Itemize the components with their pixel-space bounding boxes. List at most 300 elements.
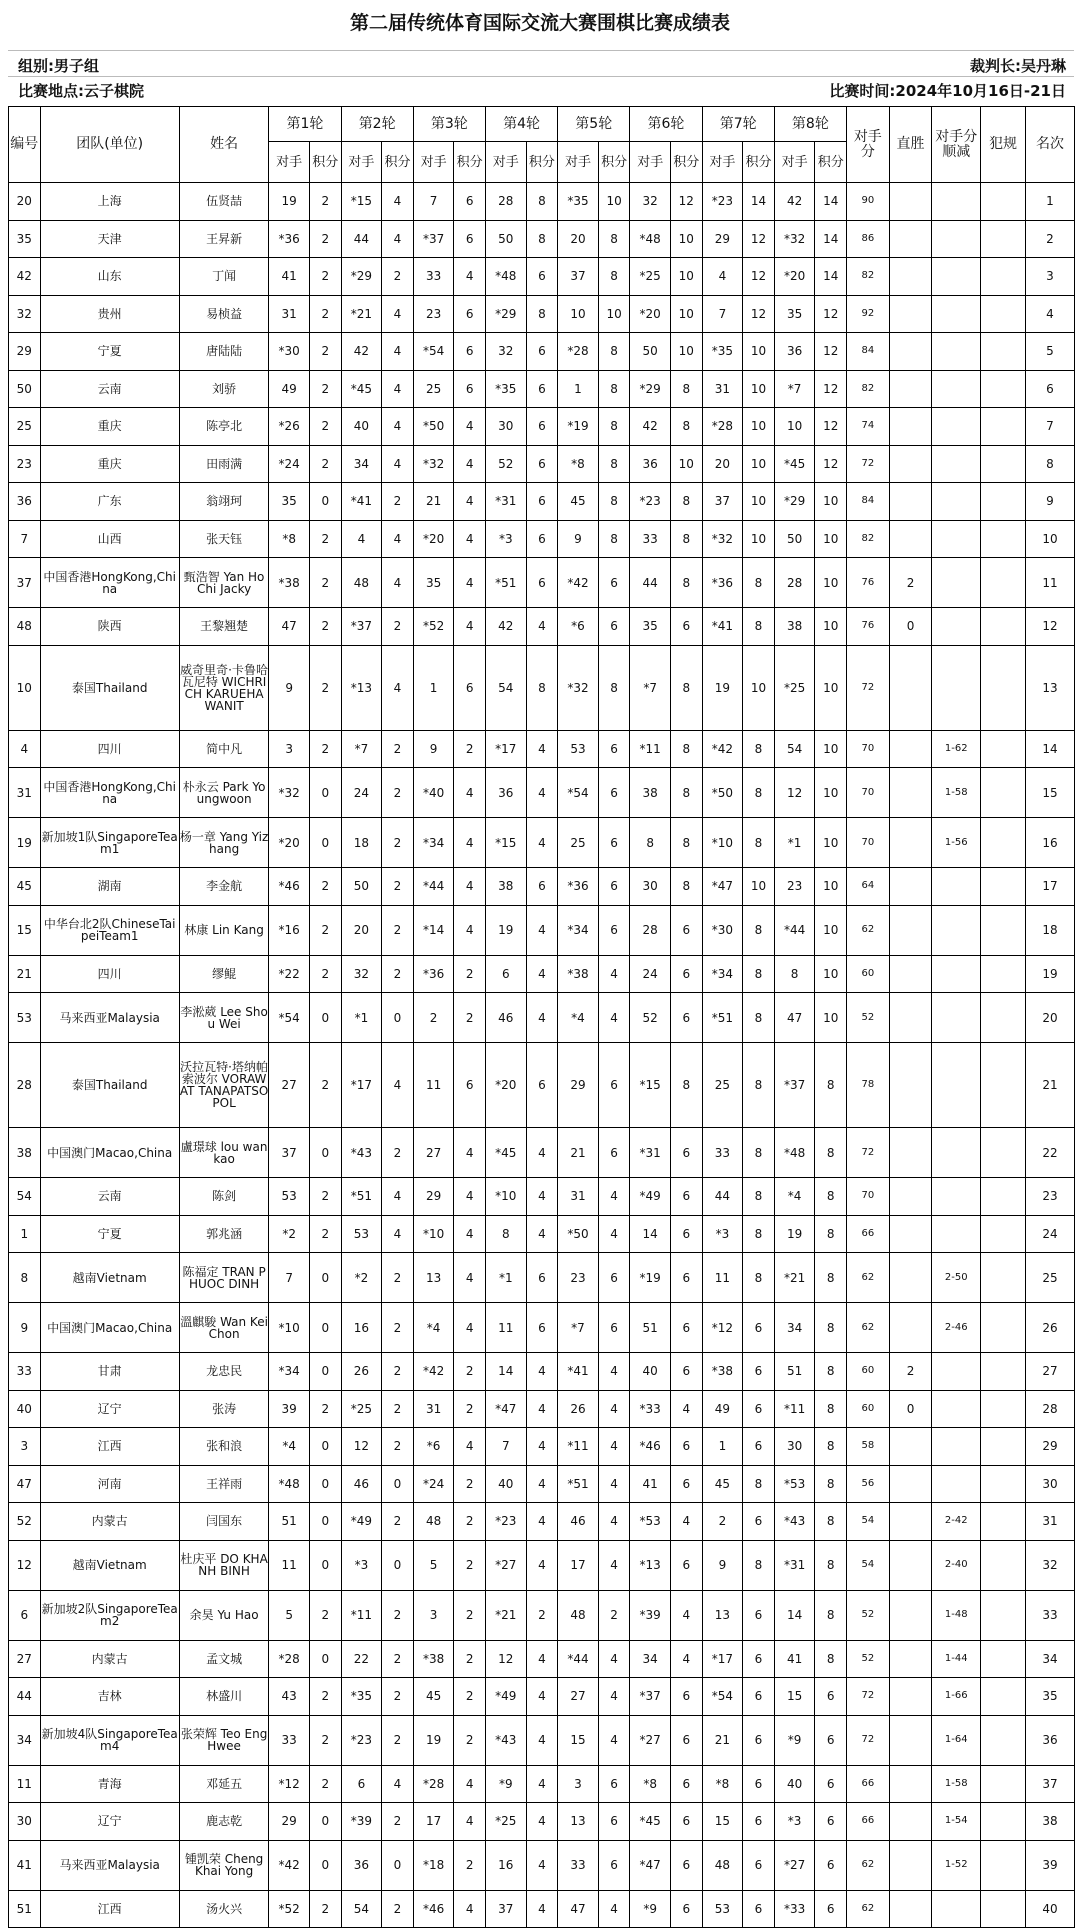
cell-points: 4: [382, 445, 414, 483]
cell-rank: 31: [1025, 1503, 1074, 1541]
cell-points: 8: [743, 955, 775, 993]
table-row: [9, 295, 1075, 333]
cell-points: 2: [454, 955, 486, 993]
cell-points: 10: [743, 868, 775, 906]
cell-opponent: *49: [485, 1678, 526, 1716]
cell-rank: 25: [1025, 1253, 1074, 1303]
cell-points: 8: [815, 1465, 847, 1503]
cell-opponent: *38: [269, 558, 310, 608]
cell-direct: [889, 905, 932, 955]
cell-opp-sub: 2-42: [932, 1503, 981, 1541]
cell-points: 6: [743, 1590, 775, 1640]
cell-points: 4: [526, 1803, 558, 1841]
cell-points: 0: [310, 483, 342, 521]
cell-points: 2: [382, 1640, 414, 1678]
cell-points: 14: [815, 183, 847, 221]
cell-opponent: 21: [413, 483, 454, 521]
cell-opponent: *1: [774, 818, 815, 868]
cell-opponent: *34: [702, 955, 743, 993]
cell-foul: [981, 1678, 1026, 1716]
cell-opp-sub: 2-50: [932, 1253, 981, 1303]
cell-opponent: *20: [630, 295, 671, 333]
cell-points: 10: [743, 645, 775, 730]
cell-team: 重庆: [40, 445, 179, 483]
cell-opponent: *15: [630, 1043, 671, 1128]
cell-opponent: *37: [630, 1678, 671, 1716]
cell-points: 6: [743, 1303, 775, 1353]
cell-foul: [981, 1128, 1026, 1178]
cell-points: 0: [310, 1503, 342, 1541]
cell-points: 2: [310, 645, 342, 730]
cell-points: 6: [526, 1253, 558, 1303]
cell-opponent: *3: [774, 1803, 815, 1841]
cell-opponent: 8: [774, 955, 815, 993]
cell-opponent: 6: [341, 1765, 382, 1803]
cell-opp-score: 70: [846, 818, 889, 868]
cell-opponent: 52: [485, 445, 526, 483]
cell-points: 2: [310, 333, 342, 371]
cell-points: 12: [815, 370, 847, 408]
cell-points: 4: [526, 993, 558, 1043]
cell-opponent: 39: [269, 1390, 310, 1428]
cell-name: 缪鲲: [179, 955, 269, 993]
cell-points: 6: [526, 1043, 558, 1128]
table-row: [9, 1890, 1075, 1928]
cell-foul: [981, 868, 1026, 906]
cell-team: 越南Vietnam: [40, 1540, 179, 1590]
col-header-round: 第2轮: [341, 107, 413, 142]
table-row: [9, 370, 1075, 408]
cell-points: 6: [743, 1428, 775, 1466]
cell-points: 4: [382, 333, 414, 371]
cell-points: 2: [310, 1590, 342, 1640]
cell-points: 6: [526, 370, 558, 408]
cell-points: 2: [310, 370, 342, 408]
cell-opponent: *34: [269, 1353, 310, 1391]
cell-points: 10: [671, 295, 703, 333]
cell-opponent: 9: [558, 520, 599, 558]
cell-points: 4: [671, 1390, 703, 1428]
cell-opp-sub: [932, 370, 981, 408]
cell-team: 泰国Thailand: [40, 1043, 179, 1128]
cell-opponent: 34: [341, 445, 382, 483]
cell-points: 4: [382, 220, 414, 258]
cell-opponent: *51: [558, 1465, 599, 1503]
table-row: [9, 868, 1075, 906]
cell-points: 6: [671, 955, 703, 993]
cell-opponent: *17: [341, 1043, 382, 1128]
cell-points: 6: [526, 258, 558, 296]
cell-number: 34: [9, 1715, 41, 1765]
results-table: [8, 106, 1075, 1928]
table-row: [9, 608, 1075, 646]
cell-rank: 39: [1025, 1840, 1074, 1890]
table-row: [9, 1215, 1075, 1253]
cell-rank: 5: [1025, 333, 1074, 371]
cell-direct: [889, 1428, 932, 1466]
cell-points: 6: [454, 1043, 486, 1128]
cell-opp-sub: [932, 1043, 981, 1128]
cell-opponent: 10: [558, 295, 599, 333]
cell-opponent: 40: [630, 1353, 671, 1391]
cell-opponent: *49: [630, 1178, 671, 1216]
cell-opp-score: 52: [846, 1640, 889, 1678]
cell-points: 6: [671, 1465, 703, 1503]
cell-opponent: 32: [630, 183, 671, 221]
cell-opponent: 43: [269, 1678, 310, 1716]
cell-number: 12: [9, 1540, 41, 1590]
cell-points: 6: [526, 333, 558, 371]
cell-opponent: 24: [630, 955, 671, 993]
cell-opponent: 7: [269, 1253, 310, 1303]
cell-opponent: 50: [774, 520, 815, 558]
col-header-points: 积分: [526, 142, 558, 183]
cell-name: 张和浪: [179, 1428, 269, 1466]
cell-points: 8: [815, 1043, 847, 1128]
col-header-opponent: 对手: [413, 142, 454, 183]
cell-foul: [981, 520, 1026, 558]
cell-points: 6: [598, 1840, 630, 1890]
cell-opponent: 13: [413, 1253, 454, 1303]
cell-team: 中国澳门Macao,China: [40, 1128, 179, 1178]
table-row: [9, 955, 1075, 993]
cell-number: 36: [9, 483, 41, 521]
cell-number: 11: [9, 1765, 41, 1803]
cell-direct: 2: [889, 558, 932, 608]
table-row: [9, 183, 1075, 221]
cell-opp-sub: 2-40: [932, 1540, 981, 1590]
cell-points: 6: [671, 1353, 703, 1391]
cell-opponent: 11: [269, 1540, 310, 1590]
cell-opp-sub: 1-58: [932, 1765, 981, 1803]
cell-opponent: *7: [774, 370, 815, 408]
cell-foul: [981, 1043, 1026, 1128]
cell-opp-score: 70: [846, 730, 889, 768]
cell-opponent: *46: [630, 1428, 671, 1466]
cell-opponent: *26: [269, 408, 310, 446]
cell-points: 6: [598, 1128, 630, 1178]
cell-opp-sub: [932, 1465, 981, 1503]
cell-opponent: *19: [558, 408, 599, 446]
cell-points: 4: [454, 1303, 486, 1353]
cell-opponent: *50: [702, 768, 743, 818]
cell-number: 42: [9, 258, 41, 296]
cell-number: 38: [9, 1128, 41, 1178]
cell-opponent: 51: [630, 1303, 671, 1353]
cell-foul: [981, 483, 1026, 521]
cell-points: 4: [454, 558, 486, 608]
cell-name: 王昇新: [179, 220, 269, 258]
cell-points: 10: [743, 370, 775, 408]
cell-opp-sub: [932, 608, 981, 646]
cell-foul: [981, 333, 1026, 371]
cell-direct: [889, 730, 932, 768]
cell-opponent: 44: [630, 558, 671, 608]
col-header-round: 第5轮: [558, 107, 630, 142]
cell-rank: 23: [1025, 1178, 1074, 1216]
cell-points: 6: [815, 1803, 847, 1841]
cell-points: 2: [382, 258, 414, 296]
cell-points: 2: [382, 1353, 414, 1391]
cell-number: 10: [9, 645, 41, 730]
cell-opponent: 53: [558, 730, 599, 768]
cell-number: 35: [9, 220, 41, 258]
cell-opp-sub: 1-66: [932, 1678, 981, 1716]
col-header-opponent: 对手: [774, 142, 815, 183]
cell-opponent: *41: [341, 483, 382, 521]
cell-foul: [981, 955, 1026, 993]
cell-opp-sub: 1-56: [932, 818, 981, 868]
cell-points: 2: [382, 868, 414, 906]
cell-opponent: *6: [413, 1428, 454, 1466]
cell-opponent: *29: [341, 258, 382, 296]
cell-opponent: *44: [774, 905, 815, 955]
cell-points: 2: [310, 955, 342, 993]
cell-direct: [889, 333, 932, 371]
cell-number: 53: [9, 993, 41, 1043]
col-header-points: 积分: [815, 142, 847, 183]
cell-opponent: 20: [702, 445, 743, 483]
cell-opponent: 45: [413, 1678, 454, 1716]
cell-points: 2: [382, 1803, 414, 1841]
venue-label: 比赛地点:云子棋院: [18, 82, 144, 100]
cell-opponent: *39: [630, 1590, 671, 1640]
cell-foul: [981, 1253, 1026, 1303]
cell-opponent: 2: [702, 1503, 743, 1541]
cell-rank: 24: [1025, 1215, 1074, 1253]
cell-opponent: 32: [341, 955, 382, 993]
cell-points: 6: [743, 1803, 775, 1841]
col-header-points: 积分: [382, 142, 414, 183]
cell-points: 6: [598, 1253, 630, 1303]
cell-opponent: 25: [558, 818, 599, 868]
cell-points: 8: [598, 483, 630, 521]
cell-opponent: 30: [485, 408, 526, 446]
cell-points: 4: [454, 905, 486, 955]
cell-direct: [889, 1890, 932, 1928]
cell-opponent: *3: [485, 520, 526, 558]
cell-opponent: 9: [269, 645, 310, 730]
cell-direct: [889, 1303, 932, 1353]
cell-opponent: 37: [702, 483, 743, 521]
table-row: [9, 1303, 1075, 1353]
cell-opponent: 33: [630, 520, 671, 558]
cell-opponent: *40: [413, 768, 454, 818]
cell-opponent: 30: [630, 868, 671, 906]
cell-points: 8: [743, 905, 775, 955]
col-header-no: 编号: [9, 107, 41, 183]
cell-opponent: *45: [774, 445, 815, 483]
cell-name: 林康 Lin Kang: [179, 905, 269, 955]
cell-opponent: *45: [630, 1803, 671, 1841]
cell-opponent: *33: [630, 1390, 671, 1428]
cell-team: 云南: [40, 370, 179, 408]
cell-name: 汤火兴: [179, 1890, 269, 1928]
cell-foul: [981, 1465, 1026, 1503]
cell-team: 越南Vietnam: [40, 1253, 179, 1303]
referee-label: 裁判长:吴丹琳: [970, 57, 1066, 75]
cell-opp-sub: [932, 645, 981, 730]
cell-opponent: 46: [341, 1465, 382, 1503]
cell-opponent: 37: [558, 258, 599, 296]
cell-opponent: 48: [702, 1840, 743, 1890]
cell-opponent: 6: [485, 955, 526, 993]
cell-rank: 32: [1025, 1540, 1074, 1590]
table-row: [9, 1253, 1075, 1303]
cell-rank: 1: [1025, 183, 1074, 221]
cell-points: 8: [598, 408, 630, 446]
cell-team: 辽宁: [40, 1390, 179, 1428]
cell-opp-score: 78: [846, 1043, 889, 1128]
table-row: [9, 1715, 1075, 1765]
cell-foul: [981, 645, 1026, 730]
table-row: [9, 483, 1075, 521]
cell-opponent: 51: [269, 1503, 310, 1541]
cell-opponent: *25: [485, 1803, 526, 1841]
cell-opponent: *45: [341, 370, 382, 408]
cell-opponent: *35: [702, 333, 743, 371]
cell-opponent: *23: [630, 483, 671, 521]
cell-points: 4: [382, 1765, 414, 1803]
cell-opponent: 41: [269, 258, 310, 296]
cell-opponent: 17: [558, 1540, 599, 1590]
cell-team: 河南: [40, 1465, 179, 1503]
cell-points: 0: [310, 1640, 342, 1678]
cell-direct: [889, 993, 932, 1043]
cell-points: 4: [454, 520, 486, 558]
cell-points: 6: [671, 1253, 703, 1303]
cell-opp-sub: [932, 183, 981, 221]
cell-opponent: 40: [341, 408, 382, 446]
cell-opp-sub: [932, 1890, 981, 1928]
cell-number: 3: [9, 1428, 41, 1466]
cell-opponent: *50: [413, 408, 454, 446]
cell-team: 广东: [40, 483, 179, 521]
cell-points: 2: [382, 768, 414, 818]
cell-opp-sub: 1-48: [932, 1590, 981, 1640]
cell-points: 8: [671, 868, 703, 906]
cell-points: 4: [598, 1178, 630, 1216]
cell-points: 8: [743, 1253, 775, 1303]
cell-points: 6: [671, 1765, 703, 1803]
cell-opponent: *9: [630, 1890, 671, 1928]
cell-team: 山西: [40, 520, 179, 558]
cell-points: 4: [382, 183, 414, 221]
cell-points: 2: [310, 1390, 342, 1428]
cell-points: 8: [598, 333, 630, 371]
cell-points: 8: [743, 1215, 775, 1253]
cell-opponent: *1: [485, 1253, 526, 1303]
cell-opponent: 13: [702, 1590, 743, 1640]
cell-points: 6: [671, 1303, 703, 1353]
cell-points: 12: [743, 220, 775, 258]
col-header-opponent: 对手: [702, 142, 743, 183]
cell-foul: [981, 1215, 1026, 1253]
cell-points: 4: [454, 1890, 486, 1928]
cell-opponent: 35: [269, 483, 310, 521]
cell-opponent: 44: [341, 220, 382, 258]
cell-opponent: *52: [413, 608, 454, 646]
cell-opp-sub: [932, 955, 981, 993]
cell-opponent: 25: [413, 370, 454, 408]
table-row: [9, 1765, 1075, 1803]
cell-opponent: *22: [269, 955, 310, 993]
cell-opp-score: 58: [846, 1428, 889, 1466]
cell-points: 4: [454, 1253, 486, 1303]
cell-opponent: *25: [630, 258, 671, 296]
cell-opp-score: 60: [846, 955, 889, 993]
cell-opp-score: 62: [846, 1303, 889, 1353]
cell-points: 4: [598, 1215, 630, 1253]
cell-points: 4: [454, 868, 486, 906]
cell-opponent: 28: [630, 905, 671, 955]
cell-number: 54: [9, 1178, 41, 1216]
cell-opp-score: 84: [846, 483, 889, 521]
cell-points: 6: [671, 1890, 703, 1928]
cell-opponent: *15: [485, 818, 526, 868]
cell-team: 山东: [40, 258, 179, 296]
cell-number: 9: [9, 1303, 41, 1353]
cell-points: 10: [671, 333, 703, 371]
cell-name: 溫麒駿 Wan Kei Chon: [179, 1303, 269, 1353]
cell-foul: [981, 445, 1026, 483]
cell-points: 2: [454, 1390, 486, 1428]
cell-points: 8: [671, 818, 703, 868]
cell-opponent: 29: [702, 220, 743, 258]
table-row: [9, 1640, 1075, 1678]
cell-points: 4: [454, 1803, 486, 1841]
cell-direct: [889, 955, 932, 993]
cell-opponent: *46: [413, 1890, 454, 1928]
cell-points: 8: [815, 1353, 847, 1391]
cell-opponent: *23: [702, 183, 743, 221]
cell-name: 林盛川: [179, 1678, 269, 1716]
cell-direct: [889, 868, 932, 906]
cell-opponent: 29: [558, 1043, 599, 1128]
cell-points: 4: [382, 1043, 414, 1128]
cell-points: 2: [310, 1043, 342, 1128]
cell-opp-sub: [932, 258, 981, 296]
cell-opp-sub: [932, 483, 981, 521]
cell-opp-sub: [932, 1353, 981, 1391]
cell-points: 2: [310, 1215, 342, 1253]
cell-points: 6: [598, 1765, 630, 1803]
col-header-name: 姓名: [179, 107, 269, 183]
cell-points: 0: [310, 1465, 342, 1503]
cell-opponent: 7: [413, 183, 454, 221]
cell-opponent: 45: [558, 483, 599, 521]
cell-opponent: *52: [269, 1890, 310, 1928]
cell-points: 4: [382, 295, 414, 333]
table-row: [9, 1353, 1075, 1391]
cell-points: 6: [671, 993, 703, 1043]
cell-points: 8: [743, 1178, 775, 1216]
cell-points: 4: [454, 818, 486, 868]
cell-opponent: 5: [269, 1590, 310, 1640]
cell-points: 2: [382, 1253, 414, 1303]
cell-points: 4: [526, 1128, 558, 1178]
cell-points: 8: [815, 1178, 847, 1216]
cell-opponent: *32: [558, 645, 599, 730]
cell-name: 唐陆陆: [179, 333, 269, 371]
cell-foul: [981, 1890, 1026, 1928]
cell-direct: [889, 1590, 932, 1640]
cell-opponent: *37: [341, 608, 382, 646]
cell-rank: 7: [1025, 408, 1074, 446]
cell-opponent: 47: [774, 993, 815, 1043]
cell-opponent: *8: [269, 520, 310, 558]
cell-opponent: *7: [558, 1303, 599, 1353]
